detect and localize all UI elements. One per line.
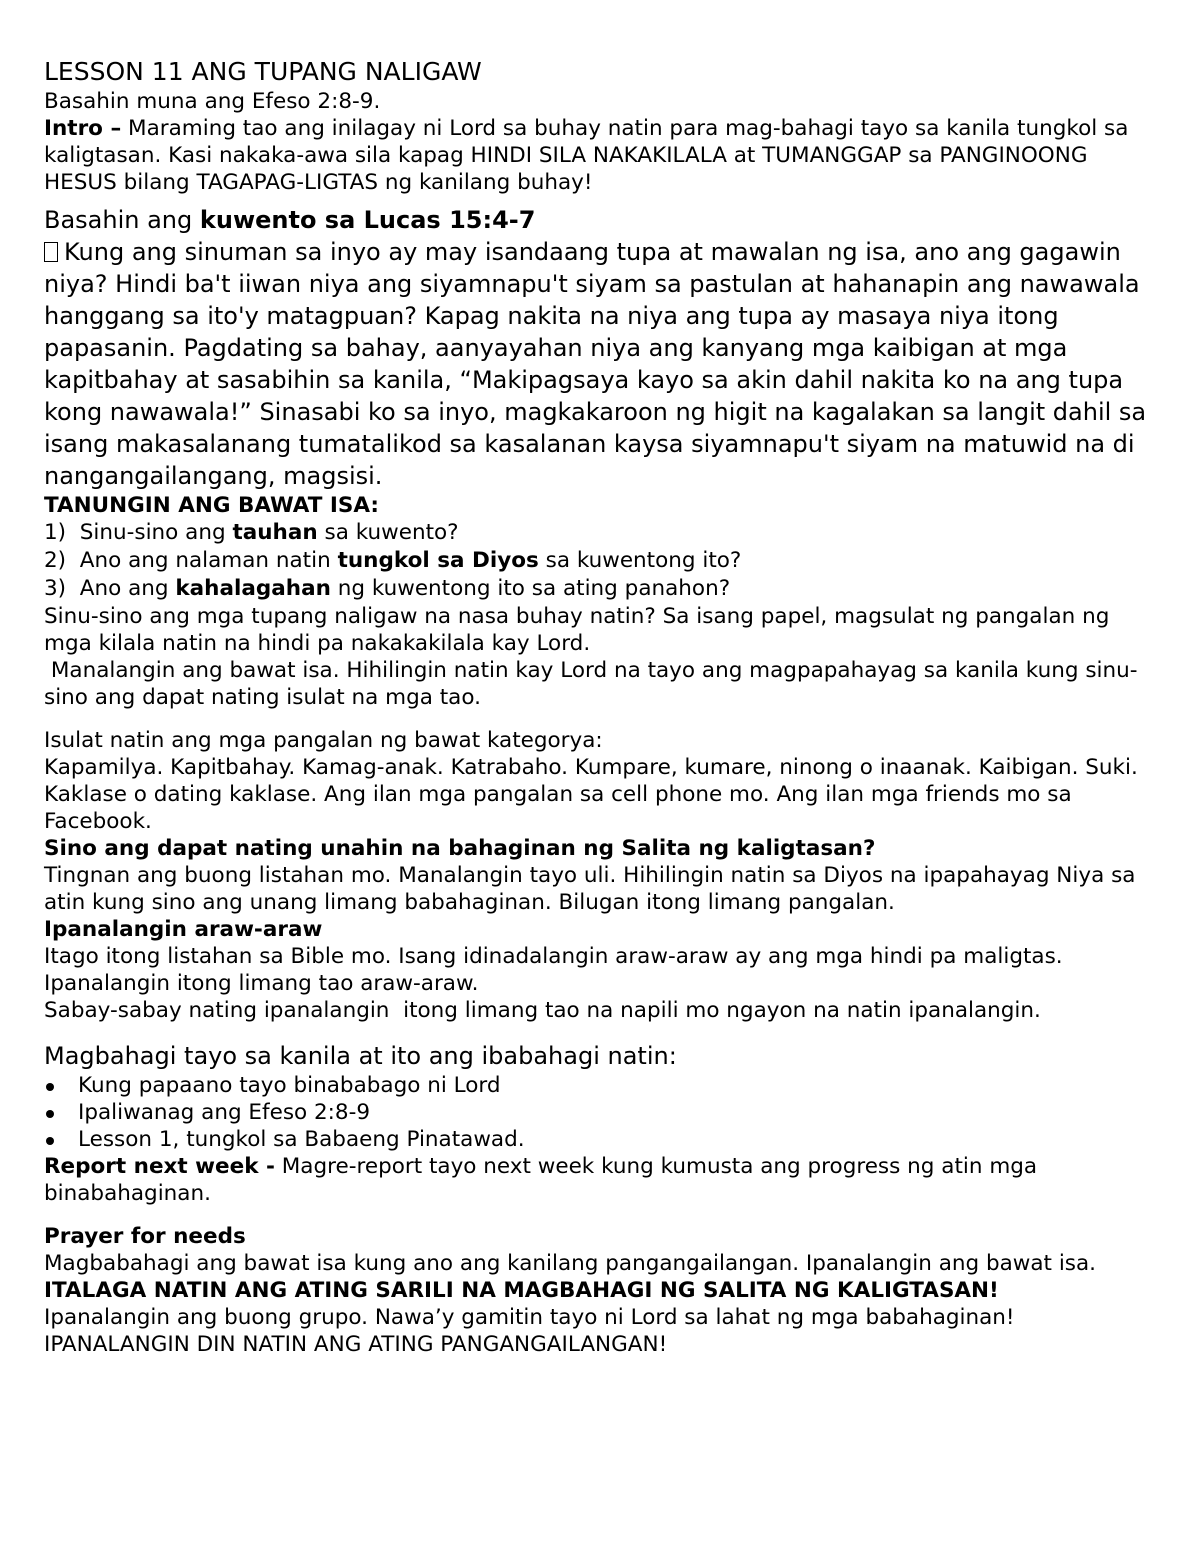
report-text: Magre-report tayo next week kung kumusta ang progress ng atin mga binabahaginan. <box>44 1154 1038 1206</box>
report-paragraph <box>44 1153 1160 1207</box>
bullet-item: Lesson 1, tungkol sa Babaeng Pinatawad. <box>44 1126 1160 1153</box>
basahin-efeso: Basahin muna ang Efeso 2:8-9. <box>44 89 381 114</box>
manalangin-paragraph: Manalangin ang bawat isa. Hihilingin natin kay Lord na tayo ang magpapahayag sa kanila kung sinu-sino ang dapat nating isulat na mga tao. <box>44 658 1138 710</box>
bullet-item: Kung papaano tayo binababago ni Lord <box>44 1072 1160 1099</box>
sabay-paragraph: Sabay-sabay nating ipanalangin itong limang tao na napili mo ngayon na natin ipanalangin. <box>44 998 1041 1023</box>
tanungin-heading: TANUNGIN ANG BAWAT ISA: <box>44 493 380 518</box>
parable-body: Kung ang sinuman sa inyo ay may isandaang tupa at mawalan ng isa, ano ang gagawin niya? Hindi ba't iiwan niya ang siyamnapu't siyam sa pastulan at hahanapin ang nawawala hanggang sa ito'y matagpuan? Kapag nakita na niya ang tupa ay masaya niya itong papasanin. Pagdating sa bahay, aanyayahan niya ang kanyang mga kaibigan at mga kapitbahay at sasabihin sa kanila, “Makipagsaya kayo sa akin dahil nakita ko na ang tupa kong nawawala!” Sinasabi ko sa inyo, magkakaroon ng higit na kagalakan sa langit dahil sa isang makasalanang tumatalikod sa kasalanan kaysa siyamnapu't siyam na matuwid na di nangangailangang, magsisi. <box>44 238 1147 490</box>
lucas-heading <box>44 204 1160 236</box>
italaga-heading: ITALAGA NATIN ANG ATING SARILI NA MAGBAHAGI NG SALITA NG KALIGTASAN! <box>44 1278 999 1303</box>
bullet-icon <box>46 1110 54 1118</box>
report-label: Report next week - <box>44 1154 275 1179</box>
ipanalangin-heading: Ipanalangin araw-araw <box>44 917 323 942</box>
magbabahagi-paragraph: Magbabahagi ang bawat isa kung ano ang kanilang pangangailangan. Ipanalangin ang bawat isa. <box>44 1251 1097 1276</box>
question-list <box>44 519 1160 603</box>
closing-line: IPANALANGIN DIN NATIN ANG ATING PANGANGAILANGAN! <box>44 1332 668 1357</box>
share-bullet-list <box>44 1072 1160 1153</box>
ipanalangin-grupo-paragraph: Ipanalangin ang buong grupo. Nawa’y gamitin tayo ni Lord sa lahat ng mga babahaginan! <box>44 1305 1015 1330</box>
bullet-icon <box>46 1083 54 1091</box>
isulat-paragraph: Isulat natin ang mga pangalan ng bawat kategorya: <box>44 728 603 753</box>
intro-label: Intro – <box>44 116 122 141</box>
lucas-heading-prefix: Basahin ang <box>44 206 200 234</box>
bullet-icon <box>46 1137 54 1145</box>
tingnan-paragraph: Tingnan ang buong listahan mo. Manalangin tayo uli. Hihilingin natin sa Diyos na ipapahayag Niya sa atin kung sino ang unang limang babahaginan. Bilugan itong limang pangalan. <box>44 863 1136 915</box>
question-item: 2) Ano ang nalaman natin tungkol sa Diyos sa kuwentong ito? <box>44 548 742 573</box>
sino-heading: Sino ang dapat nating unahin na bahaginan ng Salita ng kaligtasan? <box>44 836 876 861</box>
question-item: 3) Ano ang kahalagahan ng kuwentong ito sa ating panahon? <box>44 576 731 601</box>
missing-glyph-box-icon <box>44 242 58 262</box>
bullet-item: Ipaliwanag ang Efeso 2:8-9 <box>44 1099 1160 1126</box>
question-item: 1) Sinu-sino ang tauhan sa kuwento? <box>44 520 459 545</box>
intro-text: Maraming tao ang inilagay ni Lord sa buhay natin para mag-bahagi tayo sa kanila tungkol sa kaligtasan. Kasi nakaka-awa sila kapag HINDI SILA NAKAKILALA at TUMANGGAP sa PANGINOONG HESUS bilang TAGAPAG-LIGTAS ng kanilang buhay! <box>44 116 1129 195</box>
lucas-heading-ref: kuwento sa Lucas 15:4-7 <box>199 206 536 234</box>
kapamilya-paragraph: Kapamilya. Kapitbahay. Kamag-anak. Katrabaho. Kumpare, kumare, ninong o inaanak. Kaibigan. Suki. Kaklase o dating kaklase. Ang ilan mga pangalan sa cell phone mo. Ang ilan mga friends mo sa Facebook. <box>44 755 1138 834</box>
lesson-title: LESSON 11 ANG TUPANG NALIGAW <box>44 57 482 86</box>
itago-paragraph: Itago itong listahan sa Bible mo. Isang idinadalangin araw-araw ay ang mga hindi pa maligtas. Ipanalangin itong limang tao araw-araw. <box>44 944 1063 996</box>
prayer-heading: Prayer for needs <box>44 1224 246 1249</box>
intro-paragraph <box>44 115 1160 196</box>
parable-text <box>44 236 1160 492</box>
magbahagi-heading: Magbahagi tayo sa kanila at ito ang ibabahagi natin: <box>44 1042 677 1070</box>
sinu-paragraph: Sinu-sino ang mga tupang naligaw na nasa buhay natin? Sa isang papel, magsulat ng pangalan ng mga kilala natin na hindi pa nakakakilala kay Lord. <box>44 604 1110 656</box>
